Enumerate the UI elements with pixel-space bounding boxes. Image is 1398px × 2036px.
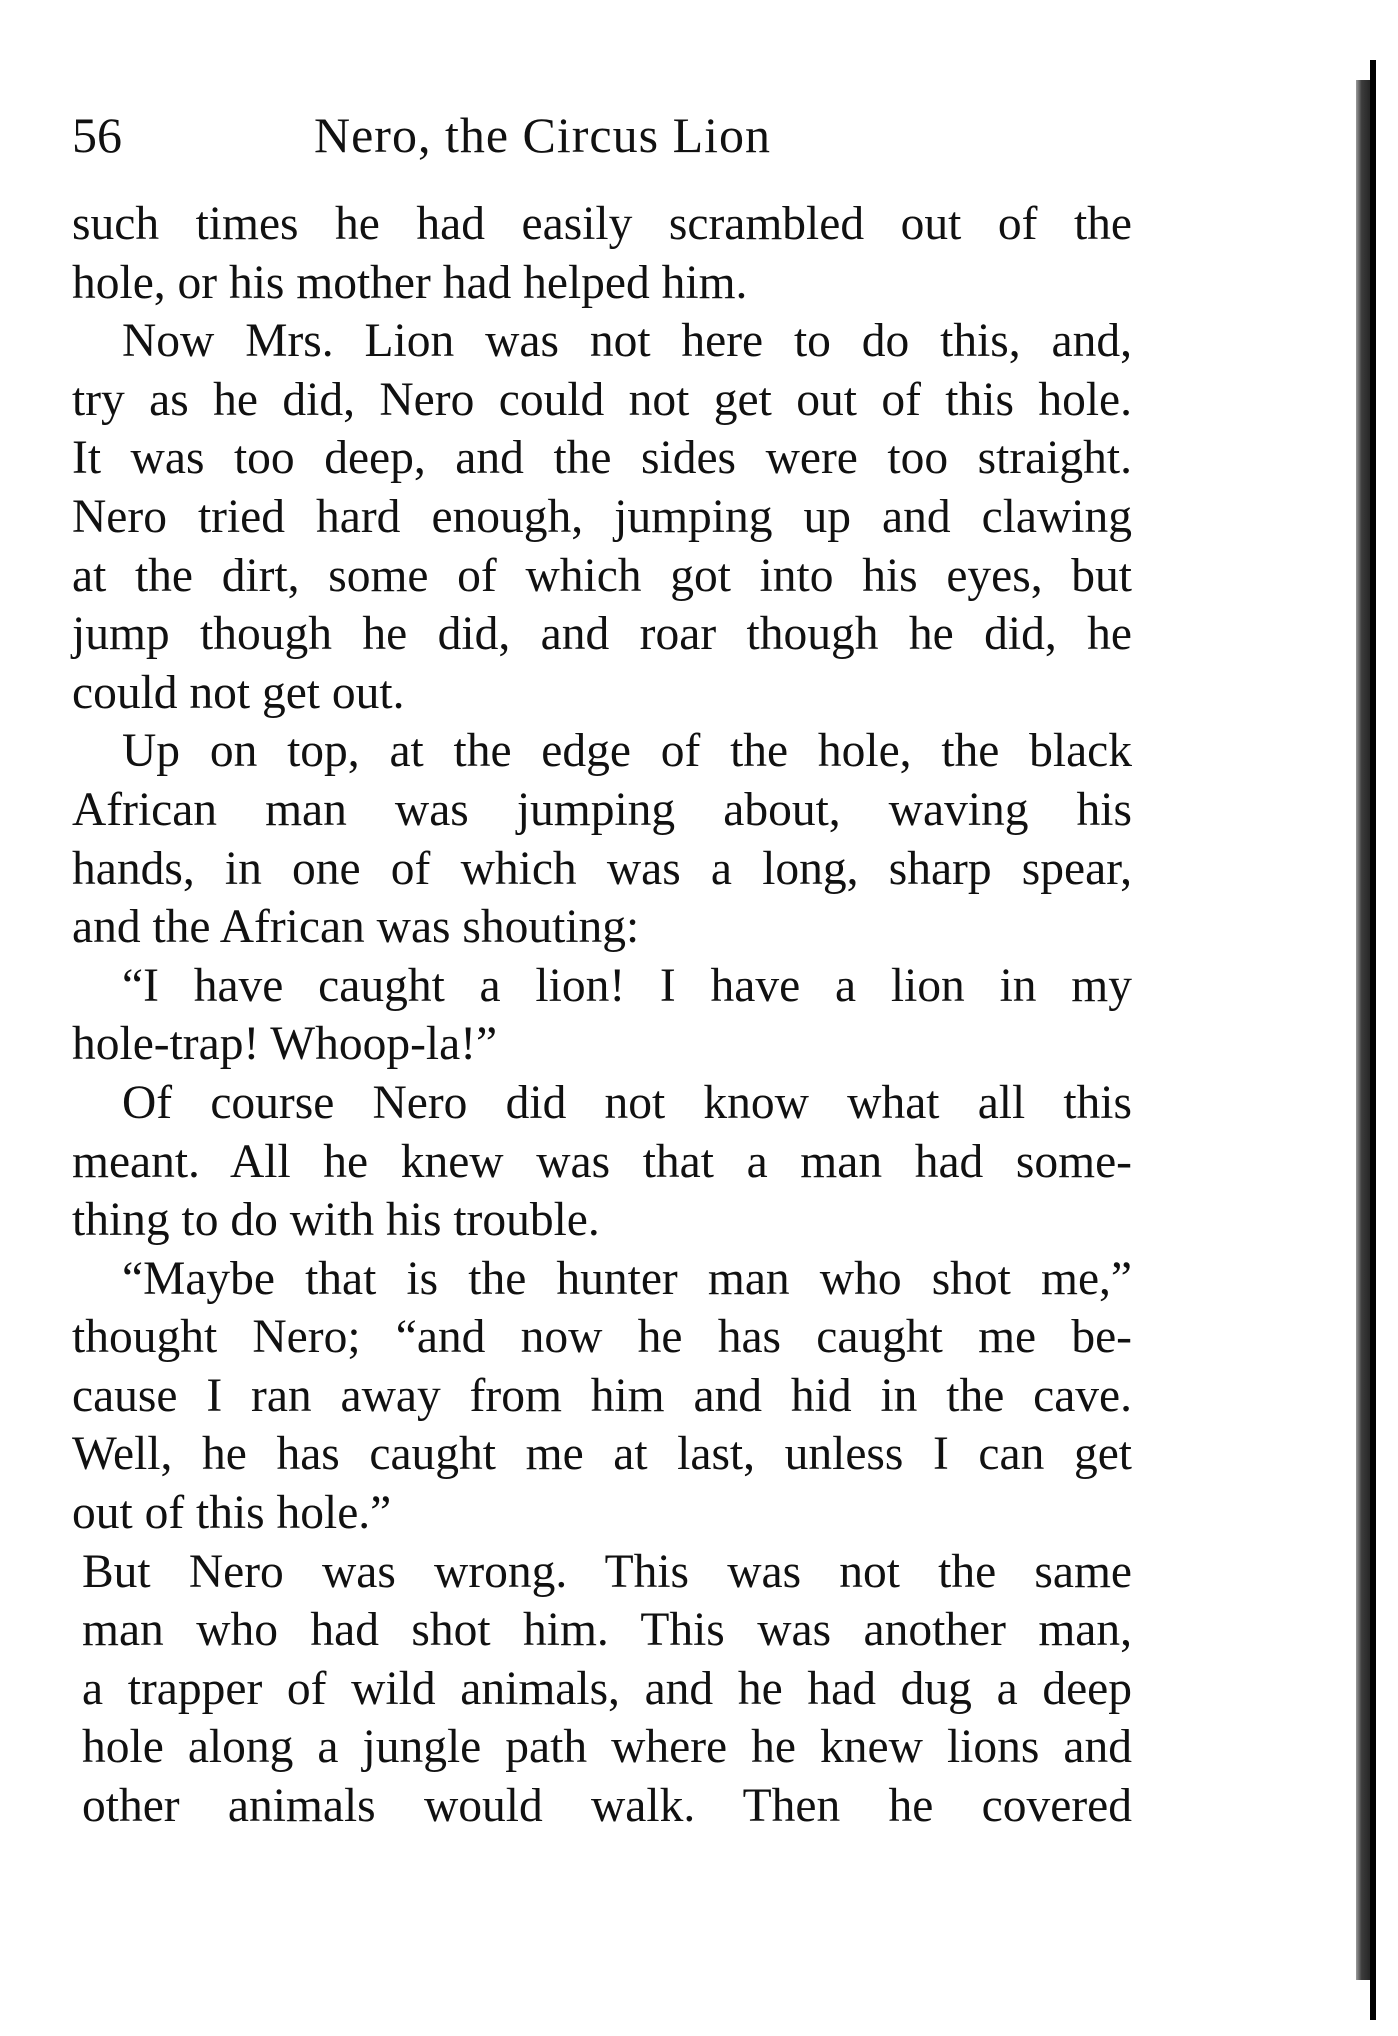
body-text: [72, 195, 1132, 1836]
text-line: Now Mrs. Lion was not here to do this, and,: [122, 315, 1132, 368]
text-line: hands, in one of which was a long, sharp spear,: [72, 842, 1132, 895]
page-edge: [1370, 60, 1376, 2020]
text-line: “Maybe that is the hunter man who shot me,”: [122, 1252, 1132, 1305]
text-line: hole along a jungle path where he knew lions and: [82, 1721, 1132, 1774]
text-line: jump though he did, and roar though he did, he: [72, 608, 1132, 661]
text-line: cause I ran away from him and hid in the cave.: [72, 1369, 1132, 1422]
binding-shadow: [1356, 80, 1370, 1980]
text-line: thought Nero; “and now he has caught me be-: [72, 1311, 1132, 1364]
text-line: “I have caught a lion! I have a lion in my: [122, 959, 1132, 1012]
text-line: meant. All he knew was that a man had some-: [72, 1135, 1132, 1188]
running-title: Nero, the Circus Lion: [314, 107, 772, 163]
text-line: hole, or his mother had helped him.: [72, 256, 748, 309]
text-line: try as he did, Nero could not get out of this hole.: [72, 373, 1132, 426]
text-line: could not get out.: [72, 666, 405, 719]
text-line: other animals would walk. Then he covered: [82, 1780, 1132, 1833]
text-line: Nero tried hard enough, jumping up and clawing: [72, 490, 1132, 543]
text-line: thing to do with his trouble.: [72, 1194, 600, 1247]
text-line: It was too deep, and the sides were too straight.: [72, 432, 1132, 485]
text-line: Well, he has caught me at last, unless I can get: [72, 1428, 1132, 1481]
text-line: But Nero was wrong. This was not the same: [82, 1545, 1132, 1598]
text-line: African man was jumping about, waving his: [72, 783, 1132, 836]
page-header: [72, 100, 1132, 170]
text-line: such times he had easily scrambled out of the: [72, 198, 1132, 250]
text-line: man who had shot him. This was another man,: [82, 1604, 1132, 1657]
text-line: out of this hole.”: [72, 1487, 392, 1540]
page-number: 56: [72, 107, 122, 163]
text-line: Up on top, at the edge of the hole, the black: [122, 725, 1132, 778]
text-line: hole-trap! Whoop-la!”: [72, 1018, 498, 1071]
text-line: at the dirt, some of which got into his eyes, but: [72, 549, 1132, 602]
text-line: Of course Nero did not know what all this: [122, 1076, 1132, 1129]
text-line: and the African was shouting:: [72, 901, 640, 954]
text-line: a trapper of wild animals, and he had dug a deep: [82, 1662, 1132, 1715]
